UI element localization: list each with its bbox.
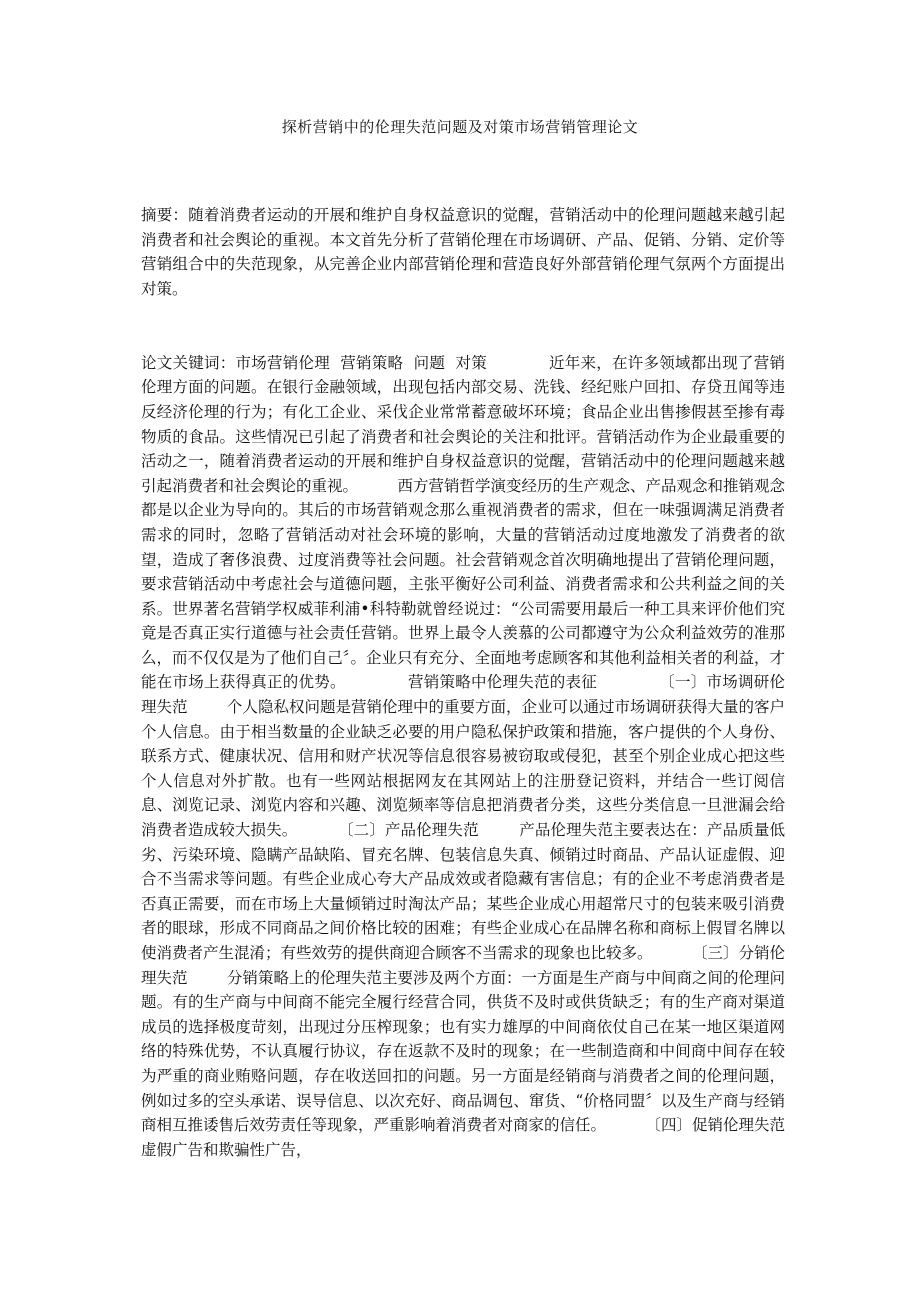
- main-text-paragraph: 论文关键词：市场营销伦理 营销策略 问题 对策 近年来，在许多领域都出现了营销伦理方面的问题。在银行金融领域，出现包括内部交易、洗钱、经纪账户回扣、存贷丑闻等违反经济伦理的行为；有化工企业、采伐企业常常蓄意破坏环境；食品企业出售掺假甚至掺有毒物质的食品。这些情况已引起了消费者和社会舆论的关注和批评。营销活动作为企业最重要的活动之一，随着消费者运动的开展和维护自身权益意识的觉醒，营销活动中的伦理问题越来越引起消费者和社会舆论的重视。 西方营销哲学演变经历的生产观念、产品观念和推销观念都是以企业为导向的。其后的市场营销观念那么重视消费者的需求，但在一味强调满足消费者需求的同时，忽略了营销活动对社会环境的影响，大量的营销活动过度地激发了消费者的欲望，造成了奢侈浪费、过度消费等社会问题。社会营销观念首次明确地提出了营销伦理问题，要求营销活动中考虑社会与道德问题，主张平衡好公司利益、消费者需求和公共利益之间的关系。世界著名营销学权威菲利浦•科特勒就曾经说过：“公司需要用最后一种工具来评价他们究竟是否真正实行道德与社会责任营销。世界上最令人羡慕的公司都遵守为公众利益效劳的准那么，而不仅仅是为了他们自己〞。企业只有充分、全面地考虑顾客和其他利益相关者的利益，才能在市场上获得真正的优势。 营销策略中伦理失范的表征 〔一〕市场调研伦理失范 个人隐私权问题是营销伦理中的重要方面，企业可以通过市场调研获得大量的客户个人信息。由于相当数量的企业缺乏必要的用户隐私保护政策和措施，客户提供的个人身份、联系方式、健康状况、信用和财产状况等信息很容易被窃取或侵犯，甚至个别企业成心把这些个人信息对外扩散。也有一些网站根据网友在其网站上的注册登记资料，并结合一些订阅信息、浏览记录、浏览内容和兴趣、浏览频率等信息把消费者分类，这些分类信息一旦泄漏会给消费者造成较大损失。 〔二〕产品伦理失范 产品伦理失范主要表达在：产品质量低劣、污染环境、隐瞒产品缺陷、冒充名牌、包装信息失真、倾销过时商品、产品认证虚假、迎合不当需求等问题。有些企业成心夸大产品成效或者隐藏有害信息；有的企业不考虑消费者是否真正需要，而在市场上大量倾销过时淘汰产品；某些企业成心用超常尺寸的包装来吸引消费者的眼球，形成不同商品之间价格比较的困难；有些企业成心在品牌名称和商标上假冒名牌以使消费者产生混淆；有些效劳的提供商迎合顾客不当需求的现象也比较多。 〔三〕分销伦理失范 分销策略上的伦理失范主要涉及两个方面：一方面是生产商与中间商之间的伦理问题。有的生产商与中间商不能完全履行经营合同，供货不及时或供货缺乏；有的生产商对渠道成员的选择极度苛刻，出现过分压榨现象；也有实力雄厚的中间商依仗自己在某一地区渠道网络的特殊优势，不认真履行协议，存在返款不及时的现象；在一些制造商和中间商中间存在较为严重的商业贿赂问题，存在收送回扣的问题。另一方面是经销商与消费者之间的伦理问题，例如过多的空头承诺、误导信息、以次充好、商品调包、窜货、“价格同盟〞以及生产商与经销商相互推诿售后效劳责任等现象，严重影响着消费者对商家的信任。 〔四〕促销伦理失范 虚假广告和欺骗性广告，: [141, 353, 825, 1159]
- abstract-paragraph: 摘要：随着消费者运动的开展和维护自身权益意识的觉醒，营销活动中的伦理问题越来越引起消费者和社会舆论的重视。本文首先分析了营销伦理在市场调研、产品、促销、分销、定价等营销组合中的失范现象，从完善企业内部营销伦理和营造良好外部营销伦理气氛两个方面提出对策。: [141, 206, 785, 298]
- document-body: [141, 154, 825, 1212]
- document-title: 探析营销中的伦理失范问题及对策市场营销管理论文: [281, 118, 639, 136]
